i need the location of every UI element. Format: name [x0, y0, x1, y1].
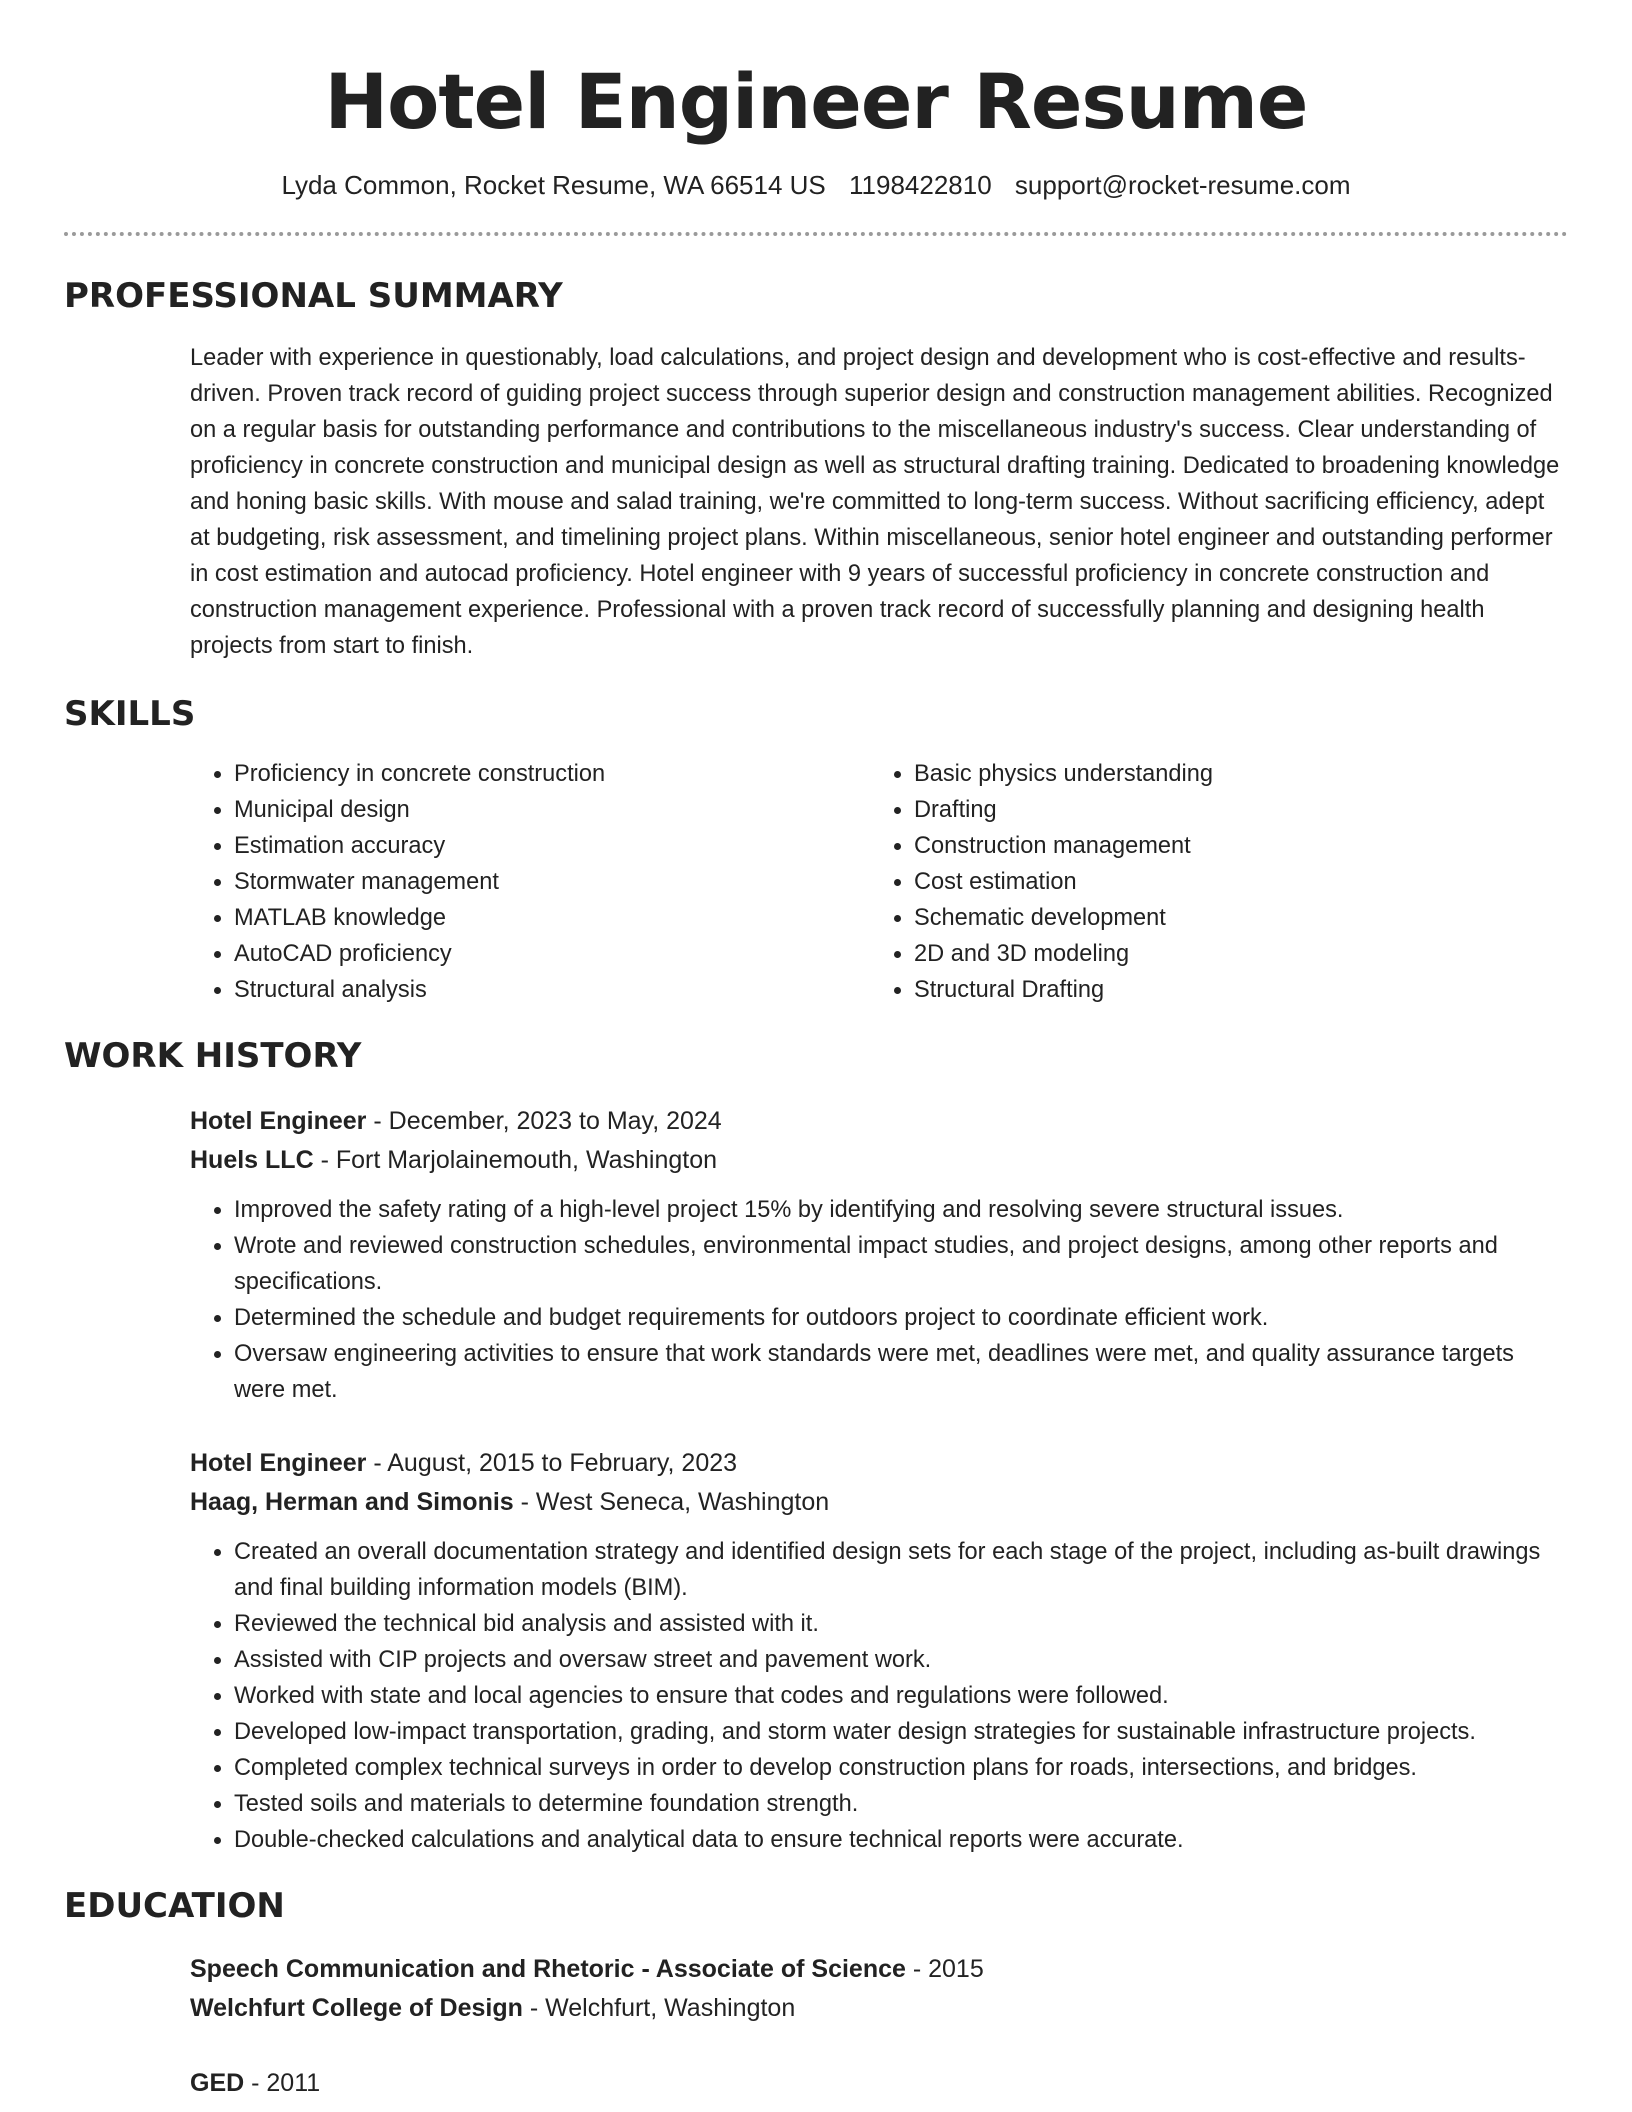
contact-line: [64, 168, 1568, 202]
skill-item: • MATLAB knowledge: [234, 900, 870, 936]
job-bullets: [190, 1534, 1568, 1858]
skill-item: • Schematic development: [914, 900, 1568, 936]
job-bullet: • Double-checked calculations and analytical data to ensure technical reports were accurate.: [234, 1822, 1568, 1858]
education-degree: GED: [190, 2069, 245, 2097]
job-bullet: • Wrote and reviewed construction schedules, environmental impact studies, and project designs, among other reports and specifications.: [234, 1228, 1568, 1300]
education-degree: Speech Communication and Rhetoric - Associate of Science: [190, 1955, 906, 1983]
job-entry: [190, 1102, 1568, 1408]
job-location: - West Seneca, Washington: [513, 1488, 830, 1516]
work-history-heading: WORK HISTORY: [64, 1036, 362, 1076]
job-bullet: • Created an overall documentation strategy and identified design sets for each stage of the project, including as-built drawings and final building information models (BIM).: [234, 1534, 1568, 1606]
job-title-line: [190, 1102, 1568, 1141]
summary-text: Leader with experience in questionably, load calculations, and project design and development who is cost-effective and results-driven. Proven track record of guiding project success through superior design and construction management abilities. Recognized on a regular basis for outstanding performance and contributions to the miscellaneous industry's success. Clear understanding of proficiency in concrete construction and municipal design as well as structural drafting training. Dedicated to broadening knowledge and honing basic skills. With mouse and salad training, we're committed to long-term success. Without sacrificing efficiency, adept at budgeting, risk assessment, and timelining project plans. Within miscellaneous, senior hotel engineer and outstanding performer in cost estimation and autocad proficiency. Hotel engineer with 9 years of successful proficiency in concrete construction and construction management experience. Professional with a proven track record of successfully planning and designing health projects from start to finish.: [190, 345, 1560, 659]
skill-item: • Structural analysis: [234, 972, 870, 1008]
skills-list: [190, 756, 1568, 1008]
job-dates: - August, 2015 to February, 2023: [366, 1449, 738, 1477]
job-title-line: [190, 1444, 1568, 1483]
skill-item: • AutoCAD proficiency: [234, 936, 870, 972]
contact-address: Lyda Common, Rocket Resume, WA 66514 US: [281, 170, 826, 200]
contact-email[interactable]: support@rocket-resume.com: [1014, 170, 1351, 200]
job-company: Haag, Herman and Simonis: [190, 1488, 514, 1516]
summary-heading: PROFESSIONAL SUMMARY: [64, 276, 563, 316]
job-company-line: [190, 1483, 1568, 1522]
skills-column-right: [870, 756, 1568, 1008]
job-bullet: • Reviewed the technical bid analysis and assisted with it.: [234, 1606, 1568, 1642]
skill-item: • 2D and 3D modeling: [914, 936, 1568, 972]
job-company-line: [190, 1141, 1568, 1180]
job-dates: - December, 2023 to May, 2024: [366, 1107, 722, 1135]
job-bullet: • Developed low-impact transportation, grading, and storm water design strategies for sustainable infrastructure projects.: [234, 1714, 1568, 1750]
skill-item: • Estimation accuracy: [234, 828, 870, 864]
job-title: Hotel Engineer: [190, 1449, 367, 1477]
page-title: Hotel Engineer Resume: [324, 57, 1308, 146]
job-location: - Fort Marjolainemouth, Washington: [313, 1146, 718, 1174]
skill-item: • Construction management: [914, 828, 1568, 864]
skill-item: • Drafting: [914, 792, 1568, 828]
education-entry: [190, 1950, 1568, 2028]
education-location: - Welchfurt, Washington: [522, 1994, 796, 2022]
skill-item: • Municipal design: [234, 792, 870, 828]
skill-item: • Proficiency in concrete construction: [234, 756, 870, 792]
job-title: Hotel Engineer: [190, 1107, 367, 1135]
education-school: Welchfurt College of Design: [190, 1994, 523, 2022]
job-bullet: • Completed complex technical surveys in order to develop construction plans for roads, intersections, and bridges.: [234, 1750, 1568, 1786]
education-school-line: [190, 1989, 1568, 2028]
job-company: Huels LLC: [190, 1146, 314, 1174]
contact-phone: 1198422810: [849, 170, 992, 200]
job-bullets: [190, 1192, 1568, 1408]
skill-item: • Cost estimation: [914, 864, 1568, 900]
job-bullet: • Worked with state and local agencies to ensure that codes and regulations were followed.: [234, 1678, 1568, 1714]
job-bullet: • Determined the schedule and budget requirements for outdoors project to coordinate efficient work.: [234, 1300, 1568, 1336]
job-bullet: • Assisted with CIP projects and oversaw street and pavement work.: [234, 1642, 1568, 1678]
education-degree-line: [190, 1950, 1568, 1989]
job-bullet: • Tested soils and materials to determine foundation strength.: [234, 1786, 1568, 1822]
header-divider: [64, 232, 1568, 236]
education-entry: [190, 2064, 1568, 2103]
skill-item: • Stormwater management: [234, 864, 870, 900]
education-year: - 2015: [905, 1955, 984, 1983]
skill-item: • Structural Drafting: [914, 972, 1568, 1008]
job-entry: [190, 1444, 1568, 1858]
skill-item: • Basic physics understanding: [914, 756, 1568, 792]
education-heading: EDUCATION: [64, 1886, 285, 1926]
skills-heading: SKILLS: [64, 694, 196, 734]
job-bullet: • Oversaw engineering activities to ensure that work standards were met, deadlines were met, and quality assurance targets were met.: [234, 1336, 1568, 1408]
education-degree-line: [190, 2064, 1568, 2103]
skills-column-left: [190, 756, 870, 1008]
education-year: - 2011: [244, 2069, 321, 2097]
job-bullet: • Improved the safety rating of a high-level project 15% by identifying and resolving severe structural issues.: [234, 1192, 1568, 1228]
